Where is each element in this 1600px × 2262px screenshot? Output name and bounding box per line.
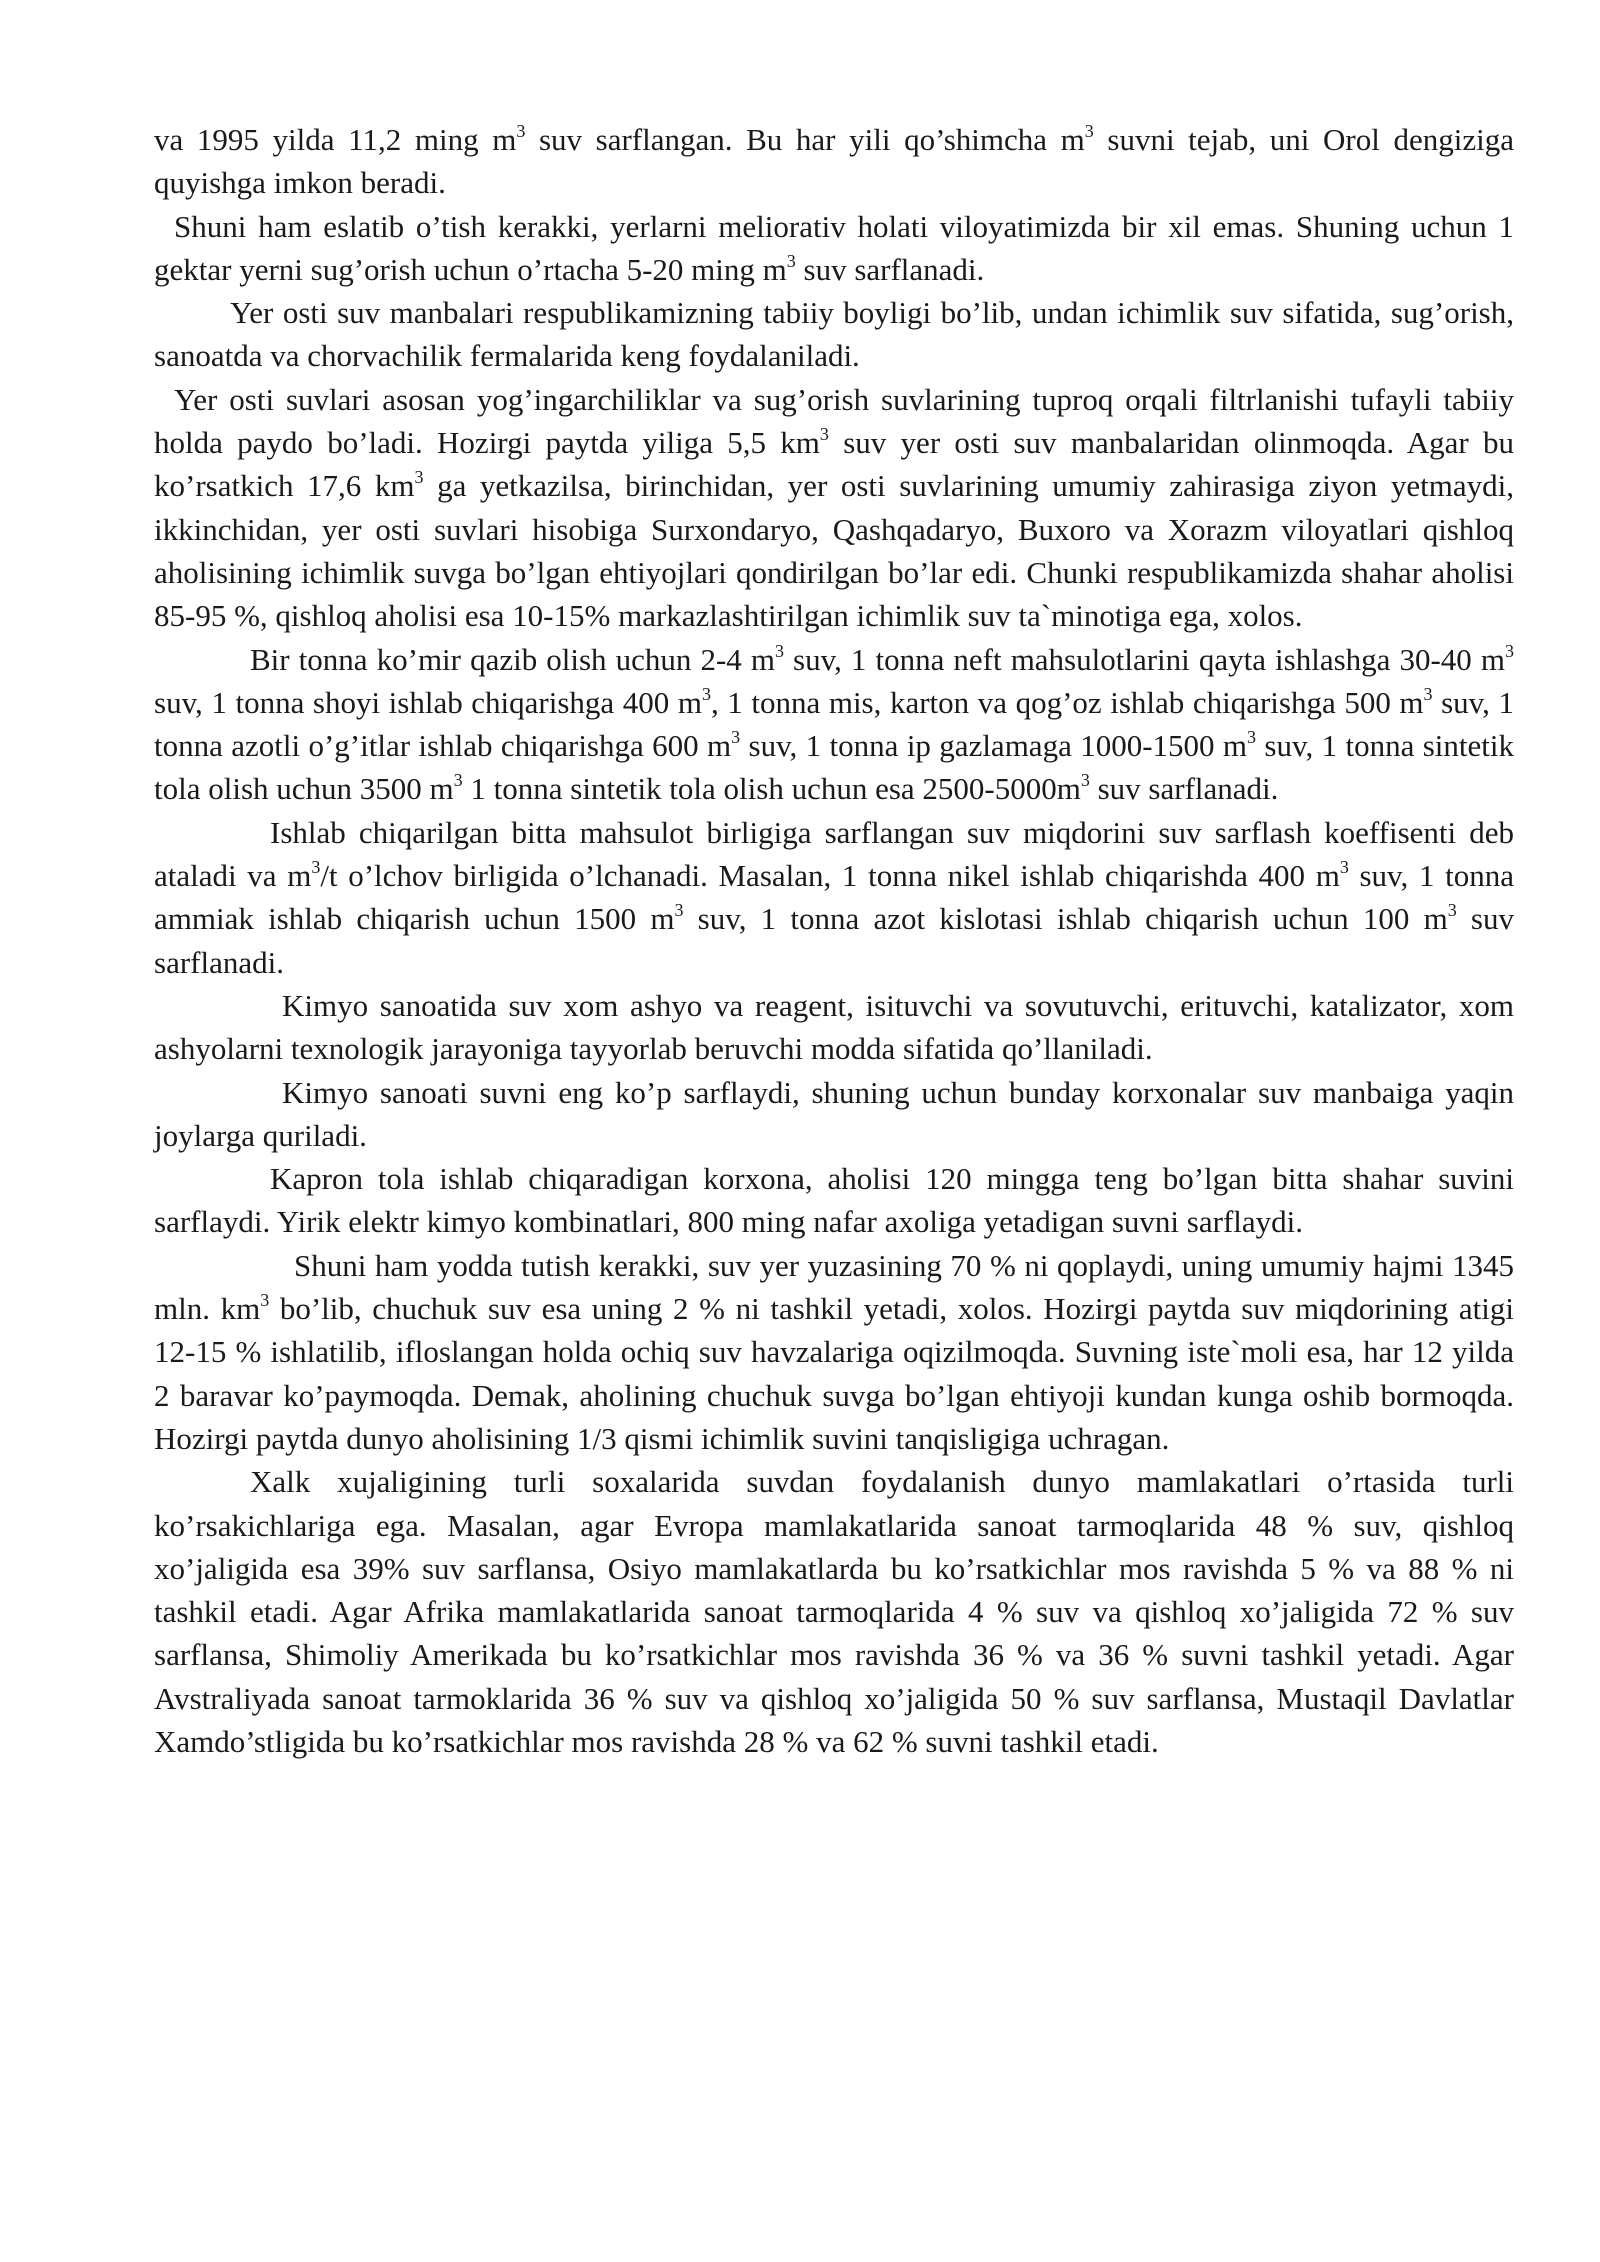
text-run: Xalk xujaligining turli soxalarida suvdan foydalanish dunyo mamlakatlari o’rtasida turli ko’rsakichlariga ega. Masalan, agar Evropa mamlakatlarida sanoat tarmoqlarida 48 % suv, qishloq xo’jaligida esa 39% suv sarflansa, Osiyo mamlakatlarda bu ko’rsatkichlar mos ravishda 5 % va 88 % ni tashkil etadi. Agar Afrika mamlakatlarida sanoat tarmoqlarida 4 % suv va qishloq xo’jaligida 72 % suv sarflansa, Shimoliy Amerikada bu ko’rsatkichlar mos ravishda 36 % va 36 % suvni tashkil yetadi. Agar Avstraliyada sanoat tarmoklarida 36 % suv va qishloq xo’jaligida 50 % suv sarflansa, Mustaqil Davlatlar Xamdo’stligida bu ko’rsatkichlar mos ravishda 28 % va 62 % suvni tashkil etadi.: [154, 1464, 1514, 1759]
text-run: Kimyo sanoati suvni eng ko’p sarflaydi, shuning uchun bunday korxonalar suv manbaiga yaqin joylarga quriladi.: [154, 1074, 1514, 1153]
superscript: 3: [311, 857, 321, 878]
text-run: suv sarflangan. Bu har yili qo’shimcha m: [525, 122, 1085, 157]
superscript: 3: [453, 770, 463, 791]
text-run: suv, 1 tonna ammiak ishlab chiqarish uchun 1500 m: [154, 858, 1514, 937]
text-run: , 1 tonna mis, karton va qog’oz ishlab chiqarishga 500 m: [710, 684, 1424, 720]
text-run: Shuni ham yodda tutish kerakki, suv yer yuzasining 70 % ni qoplaydi, uning umumiy hajmi 1345 mln. km: [154, 1247, 1514, 1327]
text-run: suv, 1 tonna sintetik tola olish uchun 3500 m: [154, 728, 1514, 807]
paragraph: [154, 205, 1514, 292]
paragraph: [154, 291, 1514, 378]
text-run: Ishlab chiqarilgan bitta mahsulot birligiga sarflangan suv miqdorini suv sarflash koeffisenti deb ataladi va m: [154, 814, 1514, 894]
paragraph: [154, 378, 1514, 638]
superscript: 3: [701, 683, 711, 704]
paragraph: [154, 984, 1514, 1071]
text-run: ga yetkazilsa, birinchidan, yer osti suvlarining umumiy zahirasiga ziyon yetmaydi, ikkinchidan, yer osti suvlari hisobiga Surxondaryo, Qashqadaryo, Buxoro va Xorazm viloyatlari qishloq aholisining ichimlik suvga bo’lgan ehtiyojlari qondirilgan bo’lar edi. Chunki respublikamizda shahar aholisi 85-95 %, qishloq aholisi esa 10-15% markazlashtirilgan ichimlik suv ta`minotiga ega, xolos.: [154, 468, 1514, 634]
text-run: suv sarflanadi.: [154, 901, 1514, 980]
superscript: 3: [516, 121, 526, 141]
superscript: 3: [1339, 857, 1349, 878]
superscript: 3: [786, 250, 796, 271]
text-run: suv, 1 tonna ip gazlamaga 1000-1500 m: [740, 728, 1248, 764]
superscript: 3: [260, 1290, 270, 1311]
text-run: Kapron tola ishlab chiqaradigan korxona, aholisi 120 mingga teng bo’lgan bitta shahar suvini sarflaydi. Yirik elektr kimyo kombinatlari, 800 ming nafar axoliga yetadigan suvni sarflaydi.: [154, 1161, 1514, 1240]
text-run: va 1995 yilda 11,2 ming m: [154, 122, 517, 157]
text-run: suv, 1 tonna neft mahsulotlarini qayta ishlashga 30-40 m: [783, 641, 1505, 677]
superscript: 3: [1247, 727, 1257, 748]
superscript: 3: [774, 640, 784, 661]
text-run: Kimyo sanoatida suv xom ashyo va reagent, isituvchi va sovutuvchi, erituvchi, katalizator, xom ashyolarni texnologik jarayoniga tayyorlab beruvchi modda sifatida qo’llaniladi.: [154, 987, 1514, 1067]
text-run: bo’lib, chuchuk suv esa uning 2 % ni tashkil yetadi, xolos. Hozirgi paytda suv miqdorining atigi 12-15 % ishlatilib, ifloslangan holda ochiq suv havzalariga oqizilmoqda. Suvning iste`moli esa, har 12 yilda 2 baravar ko’paymoqda. Demak, aholining chuchuk suvga bo’lgan ehtiyoji kundan kunga oshib bormoqda. Hozirgi paytda dunyo aholisining 1/3 qismi ichimlik suvini tanqisligiga uchragan.: [154, 1291, 1514, 1456]
text-run: suv sarflanadi.: [1089, 771, 1279, 807]
paragraph: [154, 1071, 1514, 1158]
text-run: suv, 1 tonna shoyi ishlab chiqarishga 400 m: [154, 684, 702, 720]
superscript: 3: [1423, 683, 1433, 704]
paragraph: [154, 811, 1514, 984]
superscript: 3: [731, 727, 741, 748]
text-run: suv, 1 tonna azotli o’g’itlar ishlab chiqarishga 600 m: [154, 684, 1514, 764]
superscript: 3: [674, 900, 684, 921]
text-run: Yer osti suvlari asosan yog’ingarchiliklar va sug’orish suvlarining tuproq orqali filtrlanishi tufayli tabiiy holda paydo bo’ladi. Hozirgi paytda yiliga 5,5 km: [154, 381, 1514, 461]
text-run: suv, 1 tonna azot kislotasi ishlab chiqarish uchun 100 m: [683, 901, 1448, 937]
text-run: /t o’lchov birligida o’lchanadi. Masalan, 1 tonna nikel ishlab chiqarishda 400 m: [320, 858, 1340, 894]
superscript: 3: [1080, 770, 1090, 791]
superscript: 3: [414, 467, 424, 488]
superscript: 3: [1447, 900, 1457, 921]
paragraph: [154, 1157, 1514, 1244]
text-run: Bir tonna ko’mir qazib olish uchun 2-4 m: [250, 641, 775, 677]
paragraph: [154, 1460, 1514, 1763]
text-run: suvni tejab, uni Orol dengiziga quyishga imkon beradi.: [154, 122, 1514, 201]
paragraph: [154, 638, 1514, 811]
text-run: suv sarflanadi.: [795, 251, 985, 287]
superscript: 3: [1505, 640, 1514, 661]
superscript: 3: [1084, 121, 1094, 141]
paragraph: [154, 1244, 1514, 1460]
text-run: suv yer osti suv manbalaridan olinmoqda. Agar bu ko’rsatkich 17,6 km: [154, 425, 1515, 504]
text-run: Shuni ham eslatib o’tish kerakki, yerlarni meliorativ holati viloyatimizda bir xil emas. Shuning uchun 1 gektar yerni sug’orish uchun o’rtacha 5-20 ming m: [154, 208, 1514, 287]
paragraph: [154, 118, 1514, 205]
text-run: 1 tonna sintetik tola olish uchun esa 2500-5000m: [462, 771, 1081, 807]
text-run: Yer osti suv manbalari respublikamizning tabiiy boyligi bo’lib, undan ichimlik suv sifatida, sug’orish, sanoatda va chorvachilik fermalarida keng foydalaniladi.: [154, 295, 1514, 374]
document-page: [154, 118, 1514, 1763]
superscript: 3: [819, 424, 829, 445]
